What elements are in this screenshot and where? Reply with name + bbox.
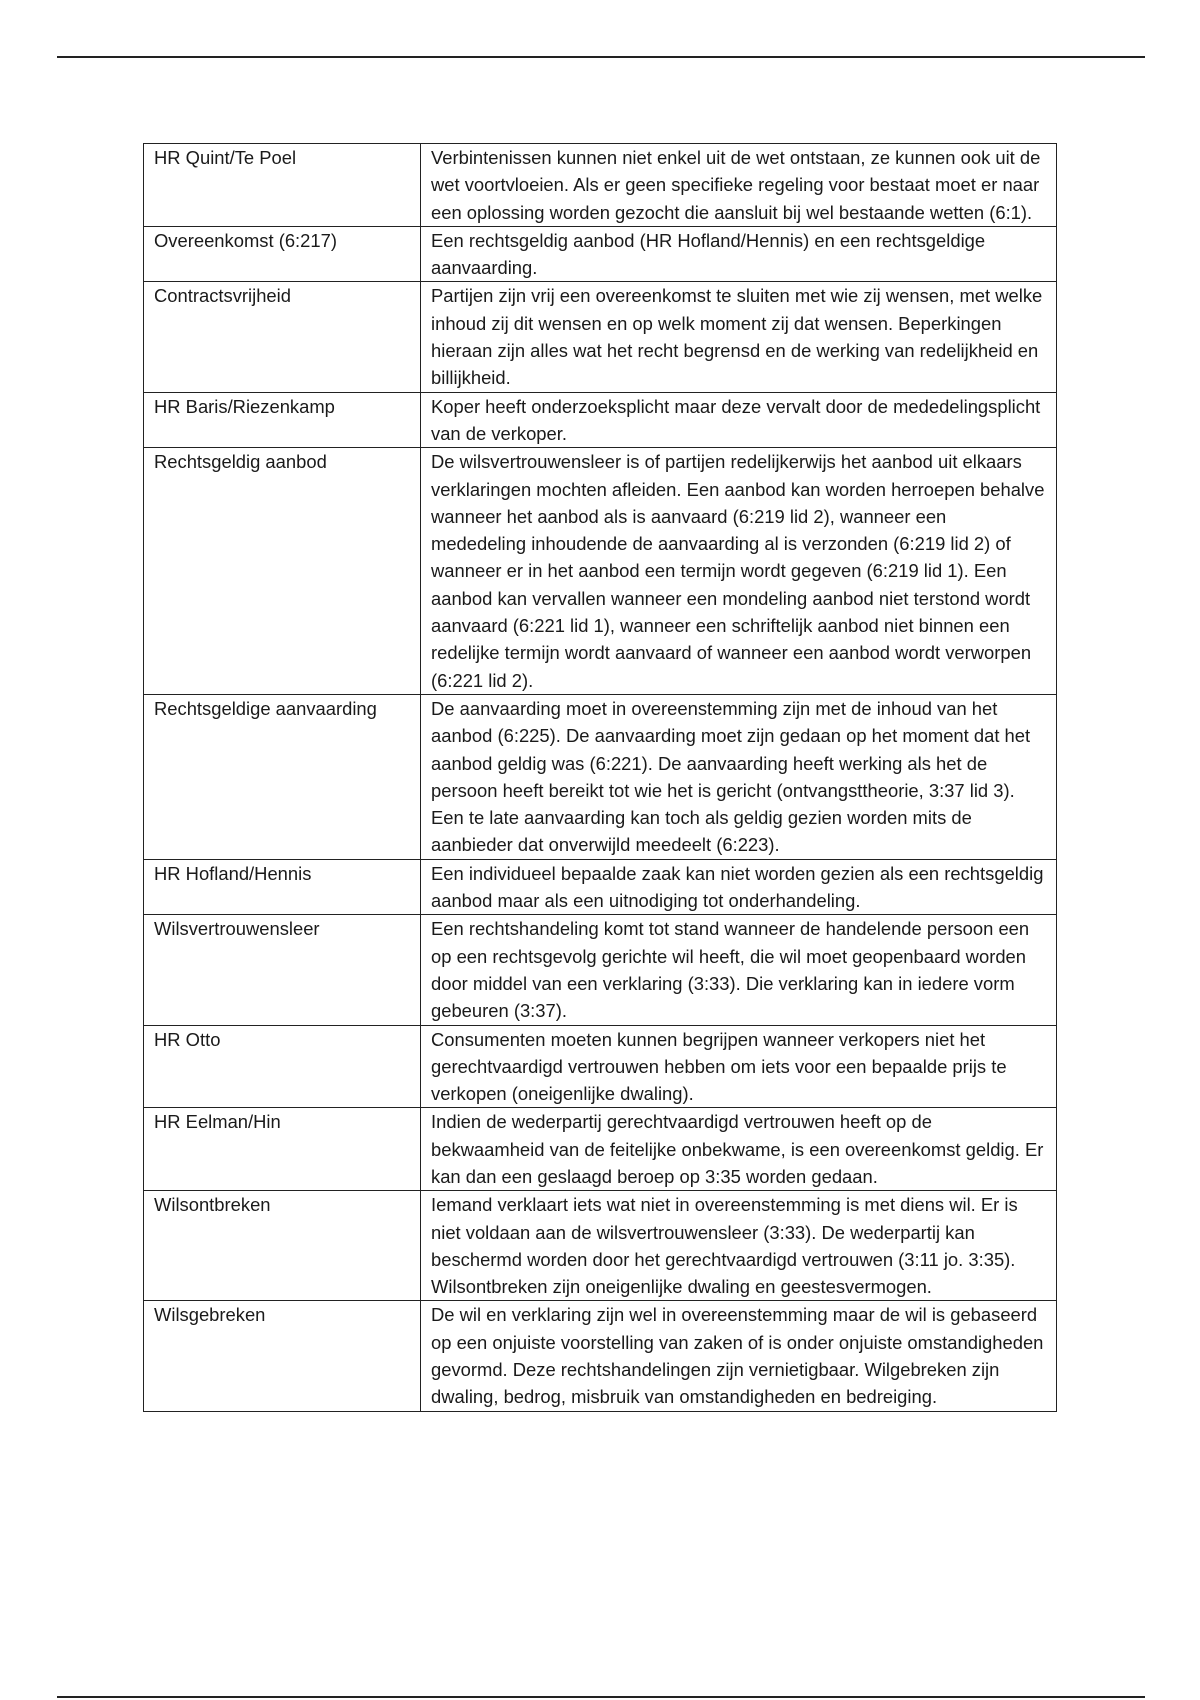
table-row	[144, 1108, 1057, 1191]
definition-cell: De wilsvertrouwensleer is of partijen redelijkerwijs het aanbod uit elkaars verklaringen mochten afleiden. Een aanbod kan worden herroepen behalve wanneer het aanbod als is aanvaard (6:219 lid 2), wanneer een mededeling inhoudende de aanvaarding al is verzonden (6:219 lid 2) of wanneer er in het aanbod een termijn wordt gegeven (6:219 lid 1). Een aanbod kan vervallen wanneer een mondeling aanbod niet terstond wordt aanvaard (6:221 lid 1), wanneer een schriftelijk aanbod niet binnen een redelijke termijn wordt aanvaard of wanneer een aanbod wordt verworpen (6:221 lid 2).	[421, 448, 1057, 695]
footer-rule	[57, 1696, 1145, 1698]
definition-text-extra: Wilsontbreken zijn oneigenlijke dwaling en geestesvermogen.	[431, 1276, 932, 1298]
term-cell: HR Quint/Te Poel	[144, 144, 421, 227]
term-cell: HR Baris/Riezenkamp	[144, 392, 421, 448]
term-cell: HR Otto	[144, 1025, 421, 1108]
term-cell: Wilsgebreken	[144, 1301, 421, 1411]
table-row	[144, 1191, 1057, 1301]
term-cell: HR Eelman/Hin	[144, 1108, 421, 1191]
table-row	[144, 694, 1057, 859]
term-cell: Overeenkomst (6:217)	[144, 226, 421, 282]
table-row	[144, 448, 1057, 695]
table-row	[144, 144, 1057, 227]
definition-cell: Koper heeft onderzoeksplicht maar deze vervalt door de mededelingsplicht van de verkoper.	[421, 392, 1057, 448]
definition-cell: Verbintenissen kunnen niet enkel uit de wet ontstaan, ze kunnen ook uit de wet voortvloeien. Als er geen specifieke regeling voor bestaat moet er naar een oplossing worden gezocht die aansluit bij wel bestaande wetten (6:1).	[421, 144, 1057, 227]
table-row	[144, 392, 1057, 448]
term-cell: Rechtsgeldig aanbod	[144, 448, 421, 695]
definition-cell	[421, 1191, 1057, 1301]
table-row	[144, 282, 1057, 392]
table-row	[144, 915, 1057, 1025]
table-row	[144, 859, 1057, 915]
definition-cell: Consumenten moeten kunnen begrijpen wanneer verkopers niet het gerechtvaardigd vertrouwen hebben om iets voor een bepaalde prijs te verkopen (oneigenlijke dwaling).	[421, 1025, 1057, 1108]
term-cell: Wilsvertrouwensleer	[144, 915, 421, 1025]
definition-cell: Partijen zijn vrij een overeenkomst te sluiten met wie zij wensen, met welke inhoud zij dit wensen en op welk moment zij dat wensen. Beperkingen hieraan zijn alles wat het recht begrensd en de werking van redelijkheid en billijkheid.	[421, 282, 1057, 392]
term-cell: HR Hofland/Hennis	[144, 859, 421, 915]
header-rule	[57, 56, 1145, 58]
definition-cell: De wil en verklaring zijn wel in overeenstemming maar de wil is gebaseerd op een onjuiste voorstelling van zaken of is onder onjuiste omstandigheden gevormd. Deze rechtshandelingen zijn vernietigbaar. Wilgebreken zijn dwaling, bedrog, misbruik van omstandigheden en bedreiging.	[421, 1301, 1057, 1411]
glossary-table	[143, 143, 1057, 1412]
term-cell: Contractsvrijheid	[144, 282, 421, 392]
definition-cell: De aanvaarding moet in overeenstemming zijn met de inhoud van het aanbod (6:225). De aanvaarding moet zijn gedaan op het moment dat het aanbod geldig was (6:221). De aanvaarding heeft werking als het de persoon heeft bereikt tot wie het is gericht (ontvangsttheorie, 3:37 lid 3). Een te late aanvaarding kan toch als geldig gezien worden mits de aanbieder dat onverwijld meedeelt (6:223).	[421, 694, 1057, 859]
definition-text: Iemand verklaart iets wat niet in overeenstemming is met diens wil. Er is niet voldaan aan de wilsvertrouwensleer (3:33). De wederpartij kan beschermd worden door het gerechtvaardigd vertrouwen (3:11 jo. 3:35).	[431, 1194, 1018, 1270]
definition-cell: Een rechtshandeling komt tot stand wanneer de handelende persoon een op een rechtsgevolg gerichte wil heeft, die wil moet geopenbaard worden door middel van een verklaring (3:33). Die verklaring kan in iedere vorm gebeuren (3:37).	[421, 915, 1057, 1025]
term-cell: Wilsontbreken	[144, 1191, 421, 1301]
table-row	[144, 1025, 1057, 1108]
definition-cell: Een rechtsgeldig aanbod (HR Hofland/Hennis) en een rechtsgeldige aanvaarding.	[421, 226, 1057, 282]
definition-cell: Indien de wederpartij gerechtvaardigd vertrouwen heeft op de bekwaamheid van de feitelijke onbekwame, is een overeenkomst geldig. Er kan dan een geslaagd beroep op 3:35 worden gedaan.	[421, 1108, 1057, 1191]
definition-cell: Een individueel bepaalde zaak kan niet worden gezien als een rechtsgeldig aanbod maar als een uitnodiging tot onderhandeling.	[421, 859, 1057, 915]
term-cell: Rechtsgeldige aanvaarding	[144, 694, 421, 859]
table-row	[144, 1301, 1057, 1411]
table-row	[144, 226, 1057, 282]
